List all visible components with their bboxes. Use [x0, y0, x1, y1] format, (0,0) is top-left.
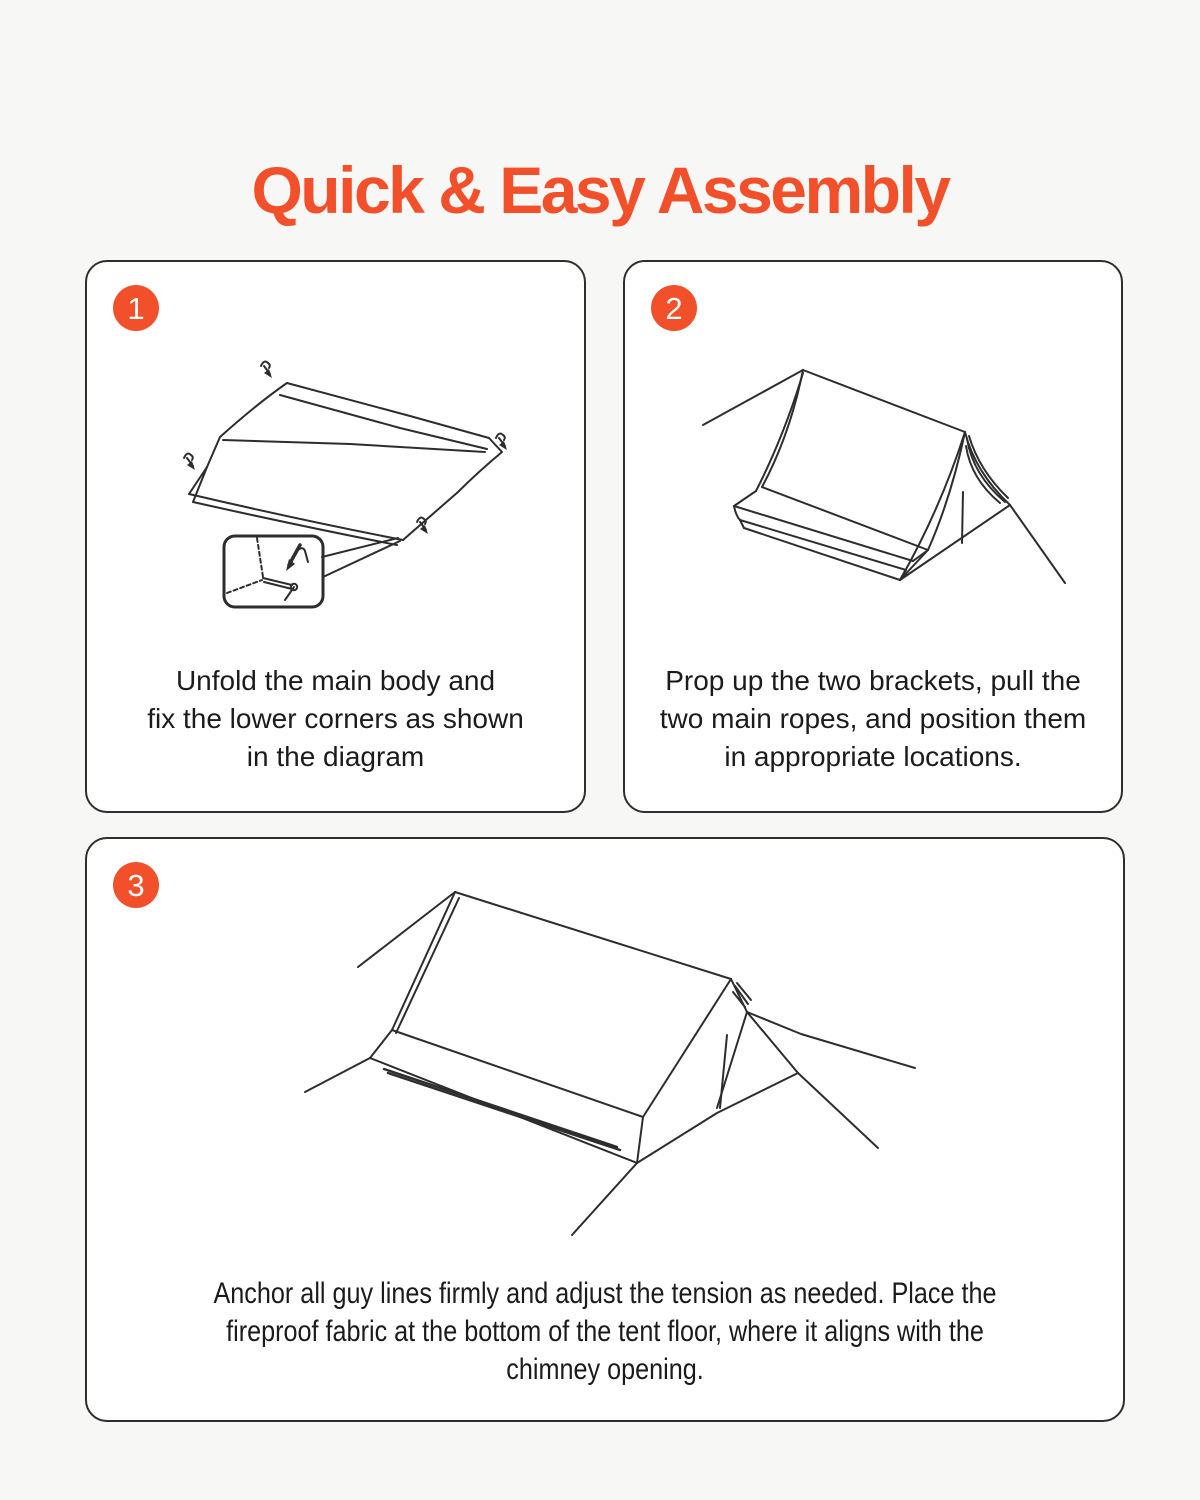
guy-rope	[1010, 505, 1065, 583]
step-1-badge	[113, 285, 159, 331]
caption-line: fireproof fabric at the bottom of the tent floor, where it aligns with the	[226, 1315, 984, 1348]
step-card-3	[85, 837, 1125, 1422]
guy-rope	[305, 1058, 370, 1092]
step-2-caption	[625, 662, 1121, 776]
guy-rope	[572, 1163, 637, 1235]
caption-line: in appropriate locations.	[724, 741, 1022, 772]
guy-rope	[358, 892, 455, 967]
caption-line: Prop up the two brackets, pull the	[665, 665, 1081, 696]
step-2-tent-prop-illustration	[640, 340, 1100, 670]
stake-icon	[184, 454, 195, 470]
guy-rope	[747, 1012, 915, 1068]
caption-line: fix the lower corners as shown	[147, 703, 524, 734]
step-1-tent-unfold-illustration	[100, 340, 560, 670]
caption-line: chimney opening.	[506, 1353, 704, 1386]
caption-line: Anchor all guy lines firmly and adjust the tension as needed. Place the	[213, 1277, 997, 1310]
step-2-badge	[651, 285, 697, 331]
caption-line: two main ropes, and position them	[659, 703, 1087, 734]
caption-line: Unfold the main body and	[175, 665, 496, 696]
step-card-2	[623, 260, 1123, 813]
step-3-tent-anchored-illustration	[100, 845, 1140, 1275]
step-3-number: 3	[127, 867, 145, 903]
page-title: Quick & Easy Assembly	[251, 153, 949, 228]
guy-rope	[798, 1073, 878, 1148]
stake-detail-inset	[224, 536, 323, 607]
step-1-caption	[87, 662, 584, 776]
step-card-1	[85, 260, 586, 813]
step-3-caption	[170, 1275, 1040, 1389]
stake-icon	[261, 362, 272, 378]
caption-line: in the diagram	[246, 741, 425, 772]
step-2-number: 2	[665, 290, 683, 326]
step-1-number: 1	[127, 290, 145, 326]
